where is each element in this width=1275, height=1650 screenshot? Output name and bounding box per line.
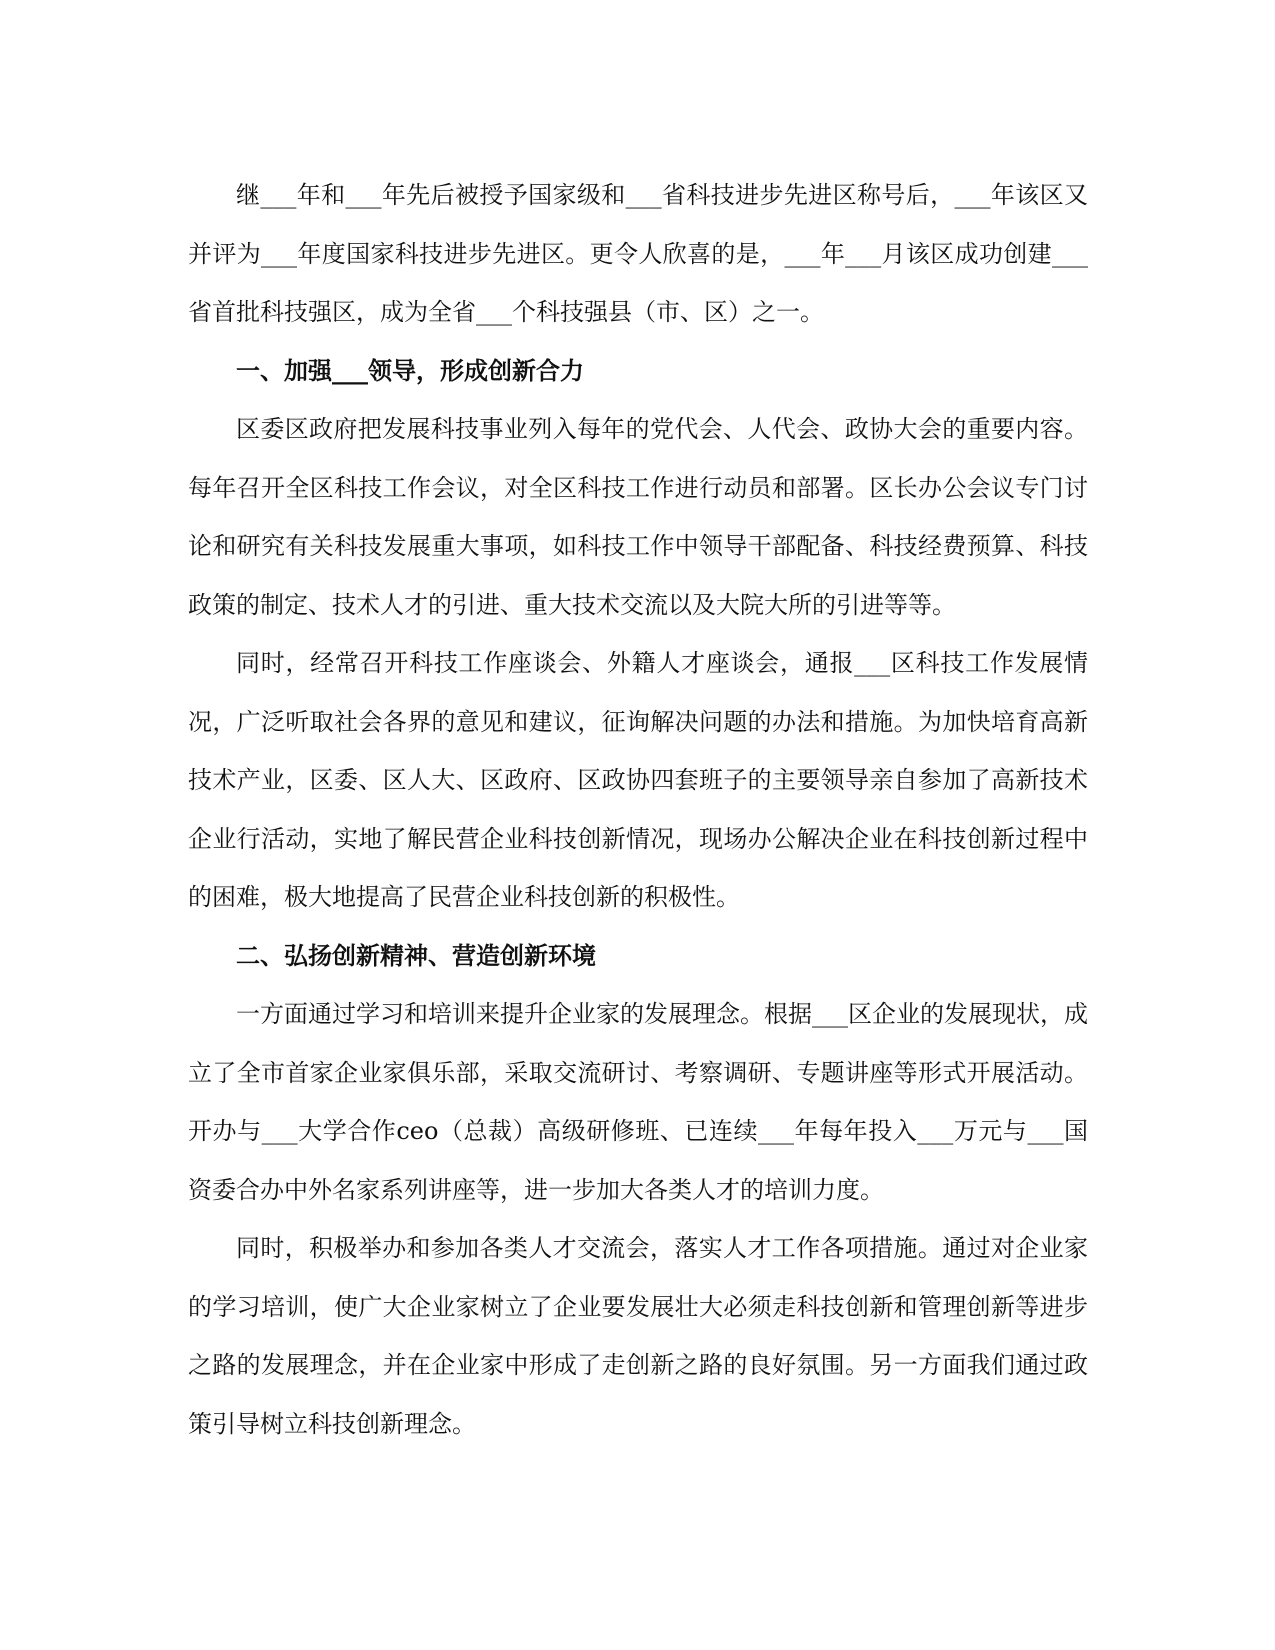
body-paragraph: 一方面通过学习和培训来提升企业家的发展理念。根据___区企业的发展现状，成立了全市首家企业家俱乐部，采取交流研讨、考察调研、专题讲座等形式开展活动。开办与___大学合作ceo（总裁）高级研修班、已连续___年每年投入___万元与___国资委合办中外名家系列讲座等，进一步加大各类人才的培训力度。 bbox=[188, 1000, 1088, 1204]
section-heading-2: 二、弘扬创新精神、营造创新环境 bbox=[236, 940, 596, 970]
body-paragraph: 同时，积极举办和参加各类人才交流会，落实人才工作各项措施。通过对企业家的学习培训，使广大企业家树立了企业要发展壮大必须走科技创新和管理创新等进步之路的发展理念，并在企业家中形成了走创新之路的良好氛围。另一方面我们通过政策引导树立科技创新理念。 bbox=[188, 1234, 1088, 1438]
body-paragraph: 同时，经常召开科技工作座谈会、外籍人才座谈会，通报___区科技工作发展情况，广泛听取社会各界的意见和建议，征询解决问题的办法和措施。为加快培育高新技术产业，区委、区人大、区政府、区政协四套班子的主要领导亲自参加了高新技术企业行活动，实地了解民营企业科技创新情况，现场办公解决企业在科技创新过程中的困难，极大地提高了民营企业科技创新的积极性。 bbox=[188, 649, 1088, 911]
document-body bbox=[188, 166, 1088, 1453]
section-heading-1: 一、加强___领导，形成创新合力 bbox=[236, 355, 584, 385]
intro-paragraph: 继___年和___年先后被授予国家级和___省科技进步先进区称号后，___年该区又并评为___年度国家科技进步先进区。更令人欣喜的是，___年___月该区成功创建___省首批科技强区，成为全省___个科技强县（市、区）之一。 bbox=[188, 181, 1088, 326]
body-paragraph: 区委区政府把发展科技事业列入每年的党代会、人代会、政协大会的重要内容。每年召开全区科技工作会议，对全区科技工作进行动员和部署。区长办公会议专门讨论和研究有关科技发展重大事项，如科技工作中领导干部配备、科技经费预算、科技政策的制定、技术人才的引进、重大技术交流以及大院大所的引进等等。 bbox=[188, 415, 1088, 619]
